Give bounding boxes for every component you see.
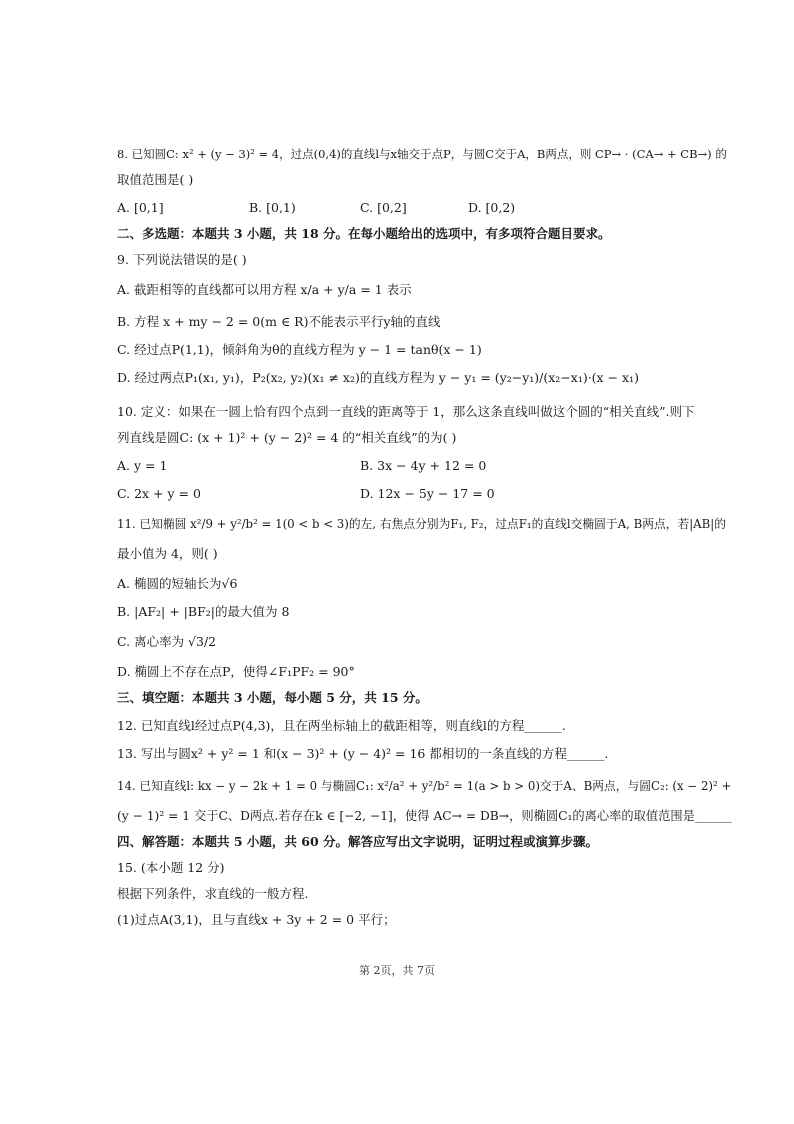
page-footer: 第 2页，共 7页 xyxy=(359,964,435,977)
q11-option-c: C. 离心率为 √3/2 xyxy=(117,634,217,649)
q9-option-b: B. 方程 x + my − 2 = 0(m ∈ R)不能表示平行y轴的直线 xyxy=(117,314,441,329)
q8-option-c: C. [0,2] xyxy=(360,200,407,215)
section-3-heading: 三、填空题：本题共 3 小题，每小题 5 分，共 15 分。 xyxy=(117,690,428,705)
q9-option-c: C. 经过点P(1,1)，倾斜角为θ的直线方程为 y − 1 = tanθ(x − 1) xyxy=(117,342,482,357)
q11-option-b: B. |AF₂| + |BF₂|的最大值为 8 xyxy=(117,604,290,619)
q9-option-a: A. 截距相等的直线都可以用方程 x/a + y/a = 1 表示 xyxy=(117,282,412,297)
section-4-heading: 四、解答题：本题共 5 小题，共 60 分。解答应写出文字说明，证明过程或演算步骤。 xyxy=(117,834,599,849)
q10-option-c: C. 2x + y = 0 xyxy=(117,486,201,501)
q9-stem: 9. 下列说法错误的是( ) xyxy=(117,252,247,267)
q10-stem-line2: 列直线是圆C: (x + 1)² + (y − 2)² = 4 的“相关直线”的为( ) xyxy=(117,430,457,445)
q8-stem-line1: 8. 已知圆C: x² + (y − 3)² = 4，过点(0,4)的直线l与x轴交于点P，与圆C交于A，B两点，则 CP→ · (CA→ + CB→) 的 xyxy=(117,147,727,161)
q11-option-a: A. 椭圆的短轴长为√6 xyxy=(117,576,238,591)
q14-line1: 14. 已知直线l: kx − y − 2k + 1 = 0 与椭圆C₁: x²/a² + y²/b² = 1(a > b > 0)交于A、B两点，与圆C₂: (x − 2)² + xyxy=(117,779,732,793)
q8-option-b: B. [0,1) xyxy=(249,200,296,215)
q15-part1: (1)过点A(3,1)，且与直线x + 3y + 2 = 0 平行； xyxy=(117,912,396,927)
q13-stem: 13. 写出与圆x² + y² = 1 和(x − 3)² + (y − 4)² = 16 都相切的一条直线的方程______. xyxy=(117,746,609,761)
q12-stem: 12. 已知直线l经过点P(4,3)，且在两坐标轴上的截距相等，则直线l的方程______. xyxy=(117,718,566,733)
q9-option-d: D. 经过两点P₁(x₁, y₁)，P₂(x₂, y₂)(x₁ ≠ x₂)的直线方程为 y − y₁ = (y₂−y₁)/(x₂−x₁)·(x − x₁) xyxy=(117,370,639,385)
q11-option-d: D. 椭圆上不存在点P，使得∠F₁PF₂ = 90° xyxy=(117,664,355,679)
q10-option-b: B. 3x − 4y + 12 = 0 xyxy=(360,458,487,473)
section-2-heading: 二、多选题：本题共 3 小题，共 18 分。在每小题给出的选项中，有多项符合题目要求。 xyxy=(117,226,611,241)
q10-stem-line1: 10. 定义：如果在一圆上恰有四个点到一直线的距离等于 1，那么这条直线叫做这个圆的“相关直线”.则下 xyxy=(117,404,695,419)
q11-stem-line2: 最小值为 4，则( ) xyxy=(117,546,218,561)
q15-title: 15. (本小题 12 分) xyxy=(117,860,225,875)
q15-intro: 根据下列条件，求直线的一般方程. xyxy=(117,886,309,901)
q10-option-a: A. y = 1 xyxy=(117,458,168,473)
q8-stem-line2: 取值范围是( ) xyxy=(117,172,194,187)
q14-line2: (y − 1)² = 1 交于C、D两点.若存在k ∈ [−2, −1]，使得 AC→ = DB→，则椭圆C₁的离心率的取值范围是______ xyxy=(117,809,732,823)
q8-option-d: D. [0,2) xyxy=(468,200,516,215)
q8-option-a: A. [0,1] xyxy=(117,200,164,215)
q10-option-d: D. 12x − 5y − 17 = 0 xyxy=(360,486,495,501)
q11-stem-line1: 11. 已知椭圆 x²/9 + y²/b² = 1(0 < b < 3)的左, 右焦点分别为F₁, F₂，过点F₁的直线l交椭圆于A, B两点，若|AB|的 xyxy=(117,517,727,531)
